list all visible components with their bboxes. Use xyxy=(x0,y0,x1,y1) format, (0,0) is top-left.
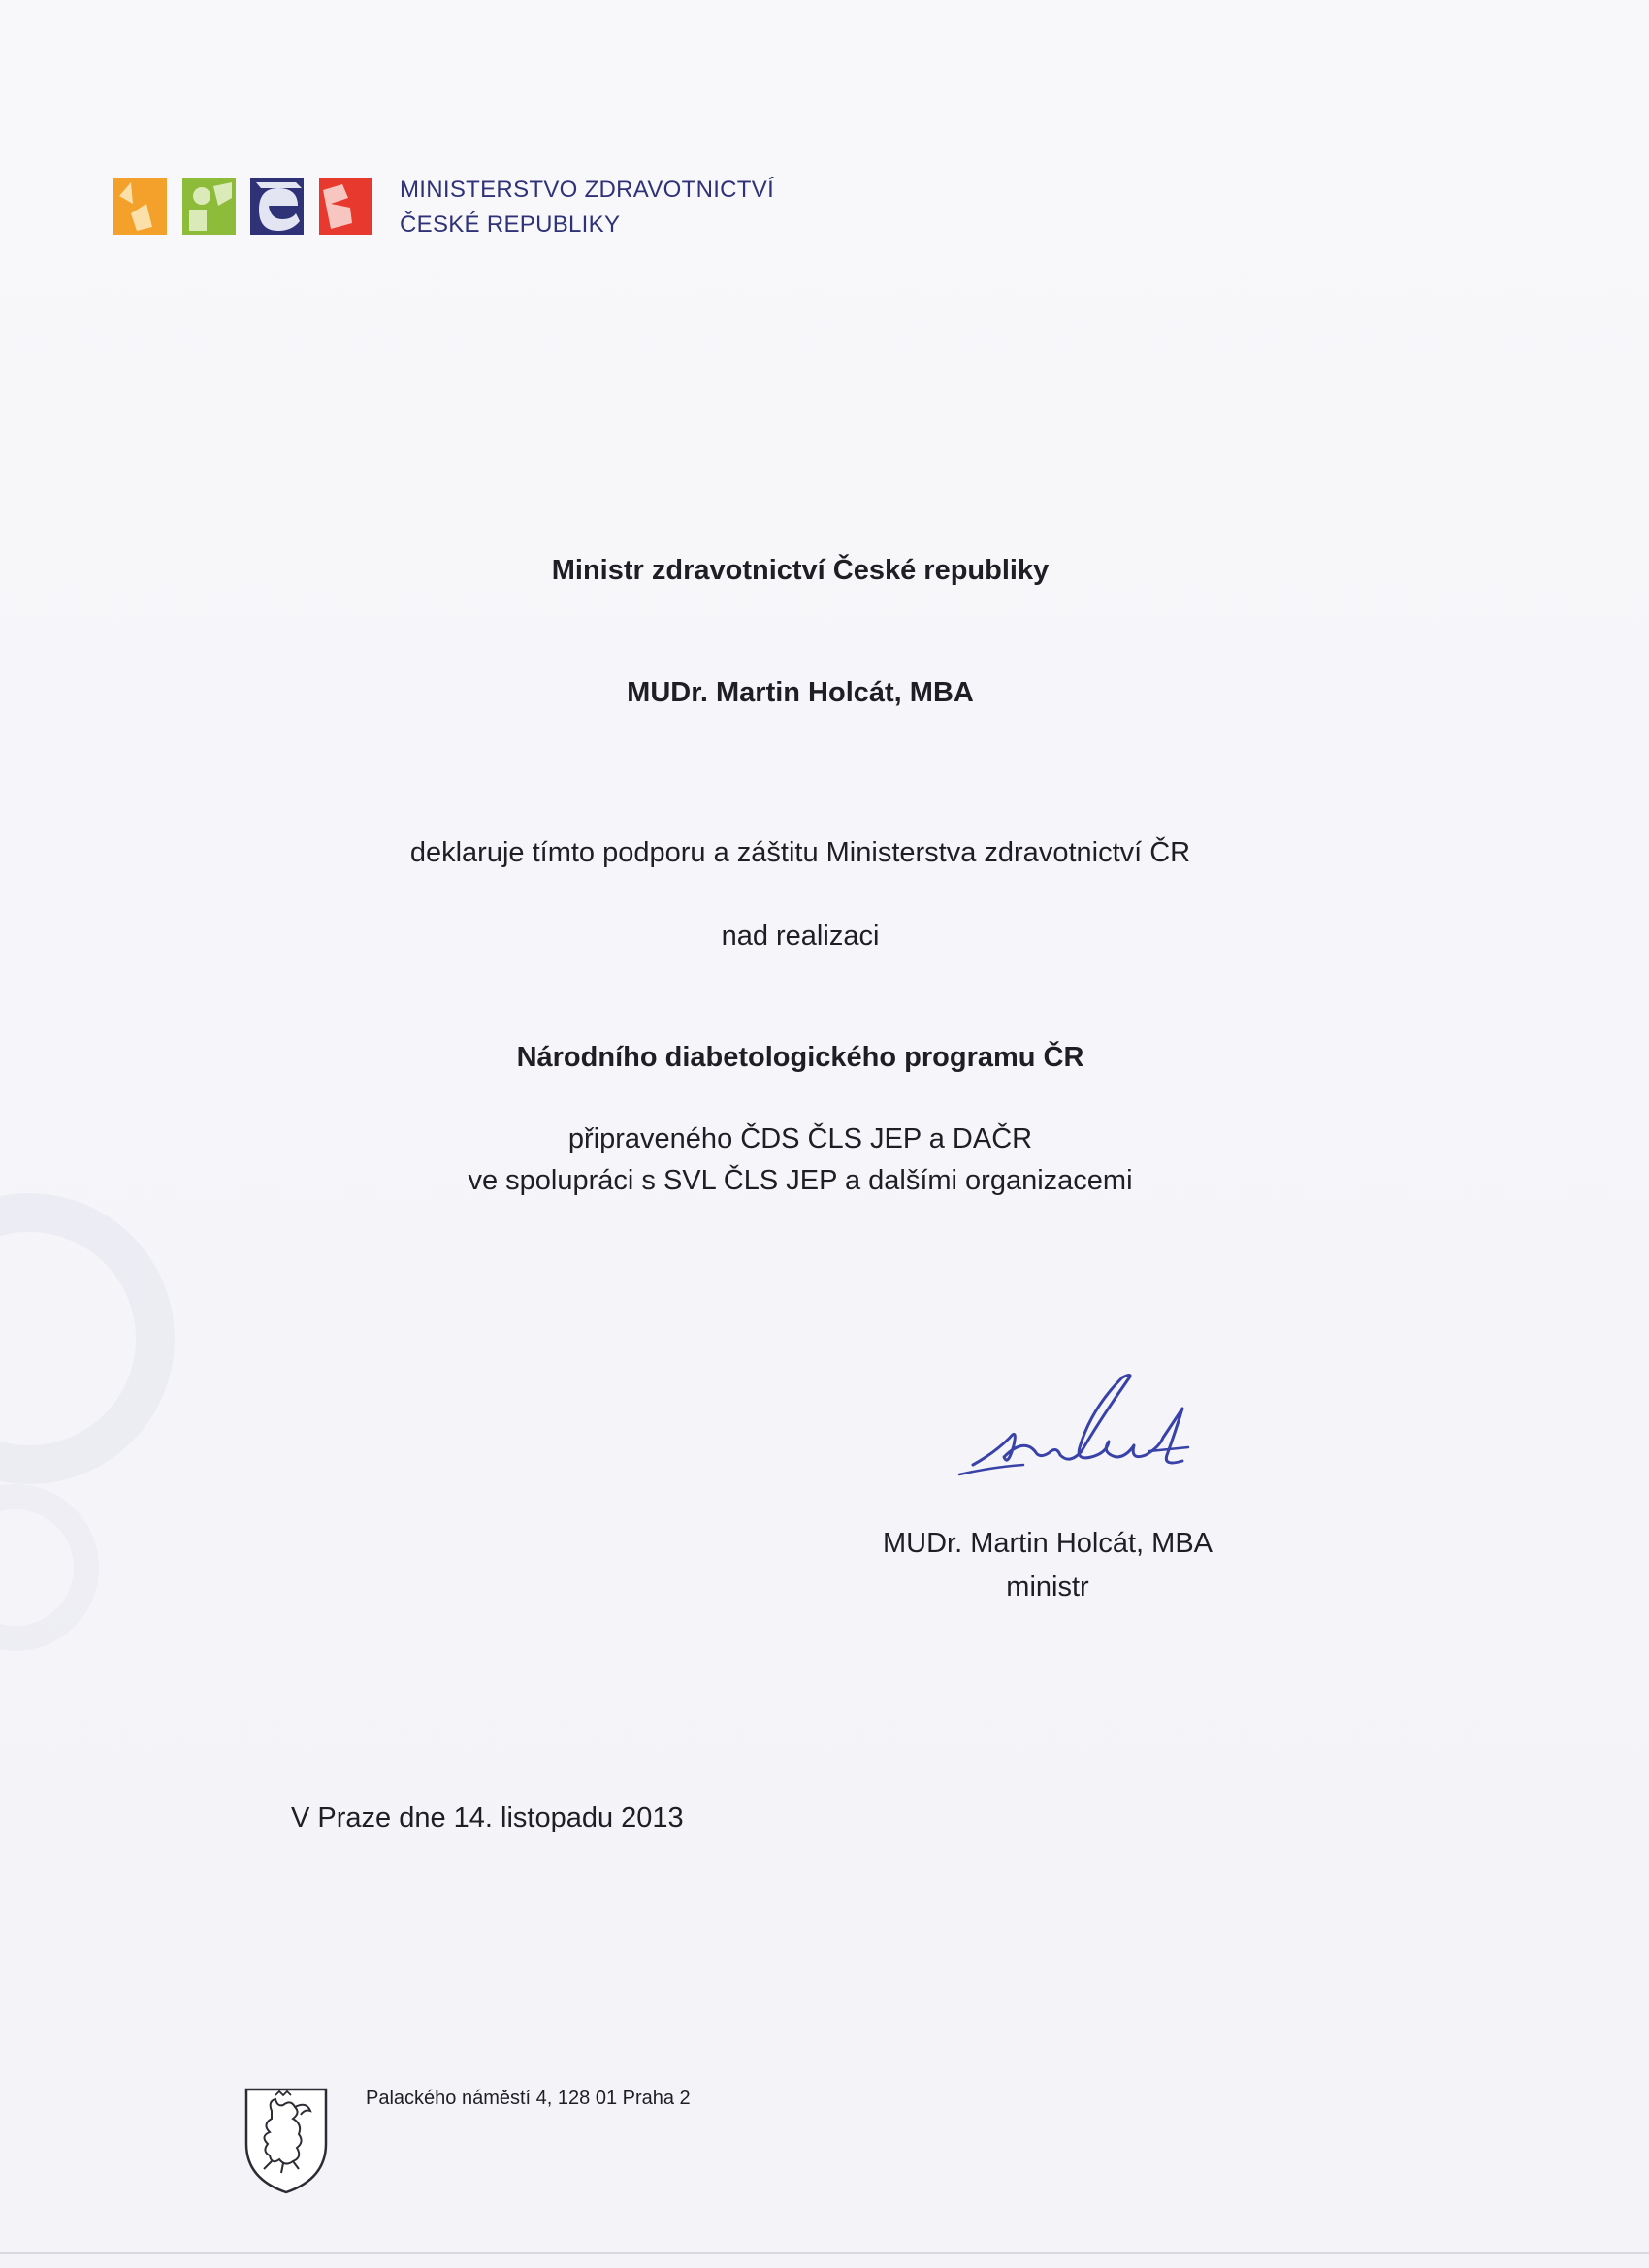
ministry-logo-icon xyxy=(112,175,378,238)
cooperation-text: ve spolupráci s SVL ČLS JEP a dalšími organizacemi xyxy=(468,1165,1133,1196)
date-line: V Praze dne 14. listopadu 2013 xyxy=(291,1802,684,1833)
minister-name: MUDr. Martin Holcát, MBA xyxy=(627,677,974,708)
prepared-by-text: připraveného ČDS ČLS JEP a DAČR xyxy=(567,1123,1033,1154)
ministry-name-line2: ČESKÉ REPUBLIKY xyxy=(400,211,621,238)
ministry-address: Palackého náměstí 4, 128 01 Praha 2 xyxy=(366,2088,691,2109)
ministry-name-line1: MINISTERSTVO ZDRAVOTNICTVÍ xyxy=(400,177,775,203)
signer-name: MUDr. Martin Holcát, MBA xyxy=(883,1528,1212,1559)
czech-coat-of-arms-icon xyxy=(242,2086,330,2195)
watermark-circle xyxy=(0,1193,175,1484)
nad-realizaci-text: nad realizaci xyxy=(721,921,880,952)
bottom-edge-line xyxy=(0,2252,1649,2254)
watermark-circle-small xyxy=(0,1484,99,1651)
declaration-text: deklaruje tímto podporu a záštitu Ministerstva zdravotnictví ČR xyxy=(409,837,1191,868)
signer-role: ministr xyxy=(1006,1571,1089,1603)
handwritten-signature xyxy=(955,1360,1208,1486)
program-name: Národního diabetologického programu ČR xyxy=(516,1042,1084,1073)
document-title: Ministr zdravotnictví České republiky xyxy=(551,555,1050,586)
